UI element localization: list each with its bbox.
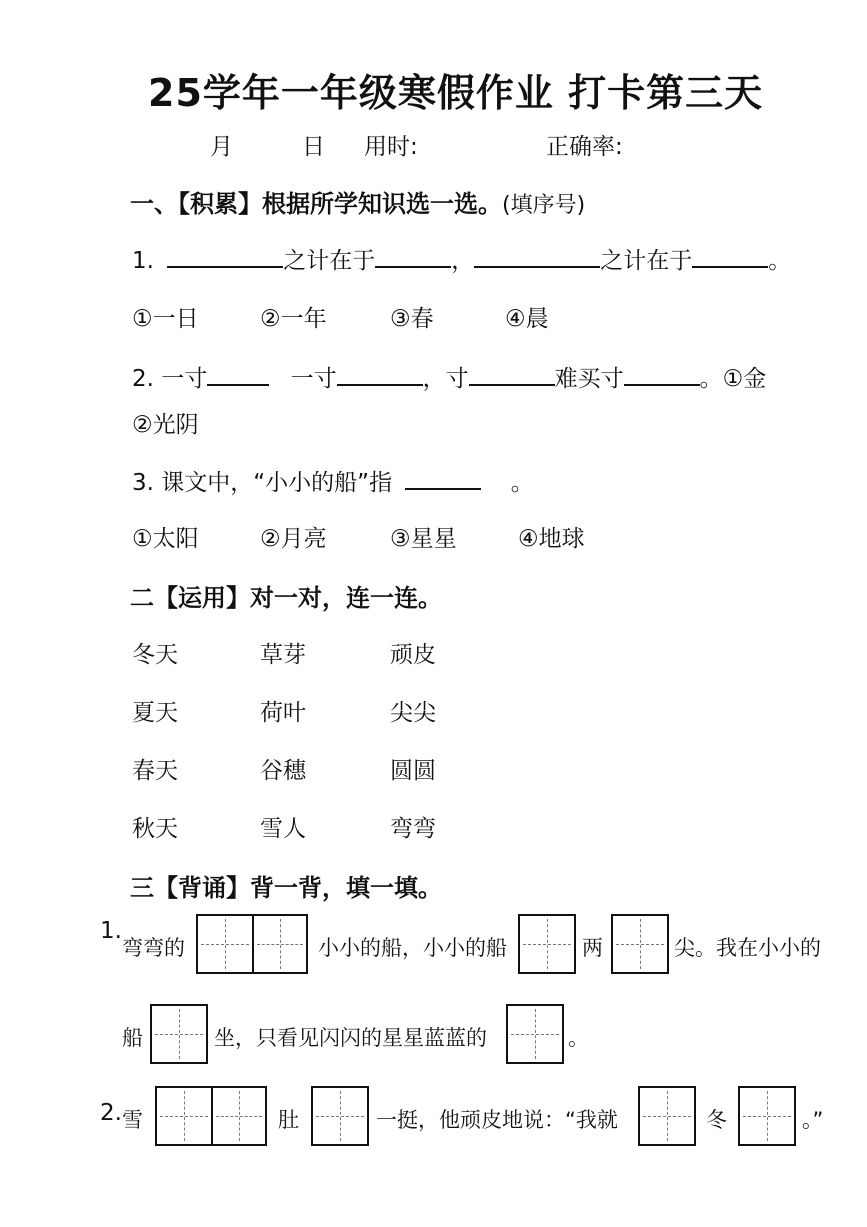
q1-end: 。: [768, 248, 792, 274]
q1-part2: 之计在于: [600, 248, 693, 274]
season-word[interactable]: 夏天: [132, 700, 178, 726]
item2-text-2: 肚: [278, 1108, 299, 1132]
question-2: [132, 360, 766, 393]
grid-cell[interactable]: [640, 1088, 694, 1144]
grid-cell[interactable]: [508, 1006, 562, 1062]
item1-grid-1[interactable]: [196, 914, 308, 974]
grid-cell[interactable]: [198, 916, 252, 972]
section3-heading: 三【背诵】背一背，填一填。: [130, 874, 442, 902]
page-title: 25学年一年级寒假作业 打卡第三天: [148, 71, 764, 115]
q2-blank-3[interactable]: [469, 362, 555, 386]
item2-grid-1[interactable]: [155, 1086, 267, 1146]
object-word[interactable]: 草芽: [260, 642, 306, 668]
q1-option-1: ①一日: [132, 306, 199, 332]
q1-option-3: ③春: [390, 306, 434, 332]
item2-grid-4[interactable]: [738, 1086, 796, 1146]
section1-heading-text: 一、【积累】根据所学知识选一选。: [130, 190, 502, 218]
item2-text-4: 冬: [706, 1108, 727, 1132]
grid-cell[interactable]: [211, 1088, 265, 1144]
item1-text-7: 。: [568, 1026, 589, 1050]
adjective-word[interactable]: 圆圆: [390, 758, 436, 784]
object-word[interactable]: 谷穗: [260, 758, 306, 784]
q2-blank-4[interactable]: [624, 362, 700, 386]
q1-number: 1.: [132, 248, 154, 274]
recite-item-2-number: 2.: [100, 1100, 122, 1126]
q2-p5: 。①金: [699, 366, 767, 392]
q3-blank[interactable]: [405, 466, 481, 490]
q1-blank-2[interactable]: [375, 244, 451, 268]
q3-end: 。: [510, 470, 534, 496]
q1-comma: ，: [451, 248, 475, 274]
grid-cell[interactable]: [157, 1088, 211, 1144]
item1-text-2: 小小的船，小小的船: [318, 936, 507, 960]
grid-cell[interactable]: [613, 916, 667, 972]
adjective-word[interactable]: 尖尖: [390, 700, 436, 726]
grid-cell[interactable]: [252, 916, 306, 972]
q2-p2: 一寸: [290, 366, 337, 392]
grid-cell[interactable]: [740, 1088, 794, 1144]
section2-heading: 二【运用】对一对，连一连。: [130, 584, 442, 612]
object-word[interactable]: 荷叶: [260, 700, 306, 726]
day-label: 日: [302, 134, 325, 160]
adjective-word[interactable]: 弯弯: [390, 816, 436, 842]
item1-text-5: 船: [122, 1026, 143, 1050]
item2-grid-3[interactable]: [638, 1086, 696, 1146]
item1-text-3: 两: [582, 936, 603, 960]
q2-p4: 难买寸: [554, 366, 624, 392]
q3-text: 课文中，“小小的船”指: [161, 470, 393, 496]
item1-grid-2[interactable]: [518, 914, 576, 974]
grid-cell[interactable]: [520, 916, 574, 972]
q2-p3: ，寸: [422, 366, 469, 392]
q1-part1: 之计在于: [283, 248, 376, 274]
recite-item-1-number: 1.: [100, 918, 122, 944]
section1-heading-note: (填序号): [502, 193, 586, 218]
item1-grid-4[interactable]: [150, 1004, 208, 1064]
question-1: [132, 242, 791, 275]
object-word[interactable]: 雪人: [260, 816, 306, 842]
item1-text-6: 坐，只看见闪闪的星星蓝蓝的: [214, 1026, 487, 1050]
q1-option-2: ②一年: [260, 306, 327, 332]
season-word[interactable]: 秋天: [132, 816, 178, 842]
season-word[interactable]: 冬天: [132, 642, 178, 668]
q3-option-4: ④地球: [518, 526, 585, 552]
q2-option-line2: ②光阴: [132, 412, 199, 438]
item1-text-1: 弯弯的: [122, 936, 185, 960]
adjective-word[interactable]: 顽皮: [390, 642, 436, 668]
time-used-label: 用时:: [364, 134, 418, 160]
question-3: [132, 464, 534, 497]
accuracy-label: 正确率:: [546, 134, 623, 160]
q1-blank-3[interactable]: [474, 244, 600, 268]
item2-grid-2[interactable]: [311, 1086, 369, 1146]
q1-blank-4[interactable]: [692, 244, 768, 268]
q3-option-1: ①太阳: [132, 526, 199, 552]
month-label: 月: [210, 134, 233, 160]
item2-text-1: 雪: [122, 1108, 143, 1132]
q3-number: 3.: [132, 470, 154, 496]
section1-heading: [130, 184, 585, 219]
q2-blank-2[interactable]: [337, 362, 423, 386]
q2-number: 2.: [132, 366, 154, 392]
item1-grid-3[interactable]: [611, 914, 669, 974]
q2-p1: 一寸: [161, 366, 208, 392]
q2-blank-1[interactable]: [207, 362, 269, 386]
item2-text-3: 一挺，他顽皮地说：“我就: [376, 1108, 618, 1132]
item1-grid-5[interactable]: [506, 1004, 564, 1064]
q3-option-3: ③星星: [390, 526, 457, 552]
q1-option-4: ④晨: [505, 306, 549, 332]
item1-text-4: 尖。我在小小的: [674, 936, 821, 960]
q3-option-2: ②月亮: [260, 526, 327, 552]
season-word[interactable]: 春天: [132, 758, 178, 784]
grid-cell[interactable]: [152, 1006, 206, 1062]
q1-blank-1[interactable]: [167, 244, 283, 268]
item2-text-5: 。”: [802, 1108, 824, 1132]
grid-cell[interactable]: [313, 1088, 367, 1144]
